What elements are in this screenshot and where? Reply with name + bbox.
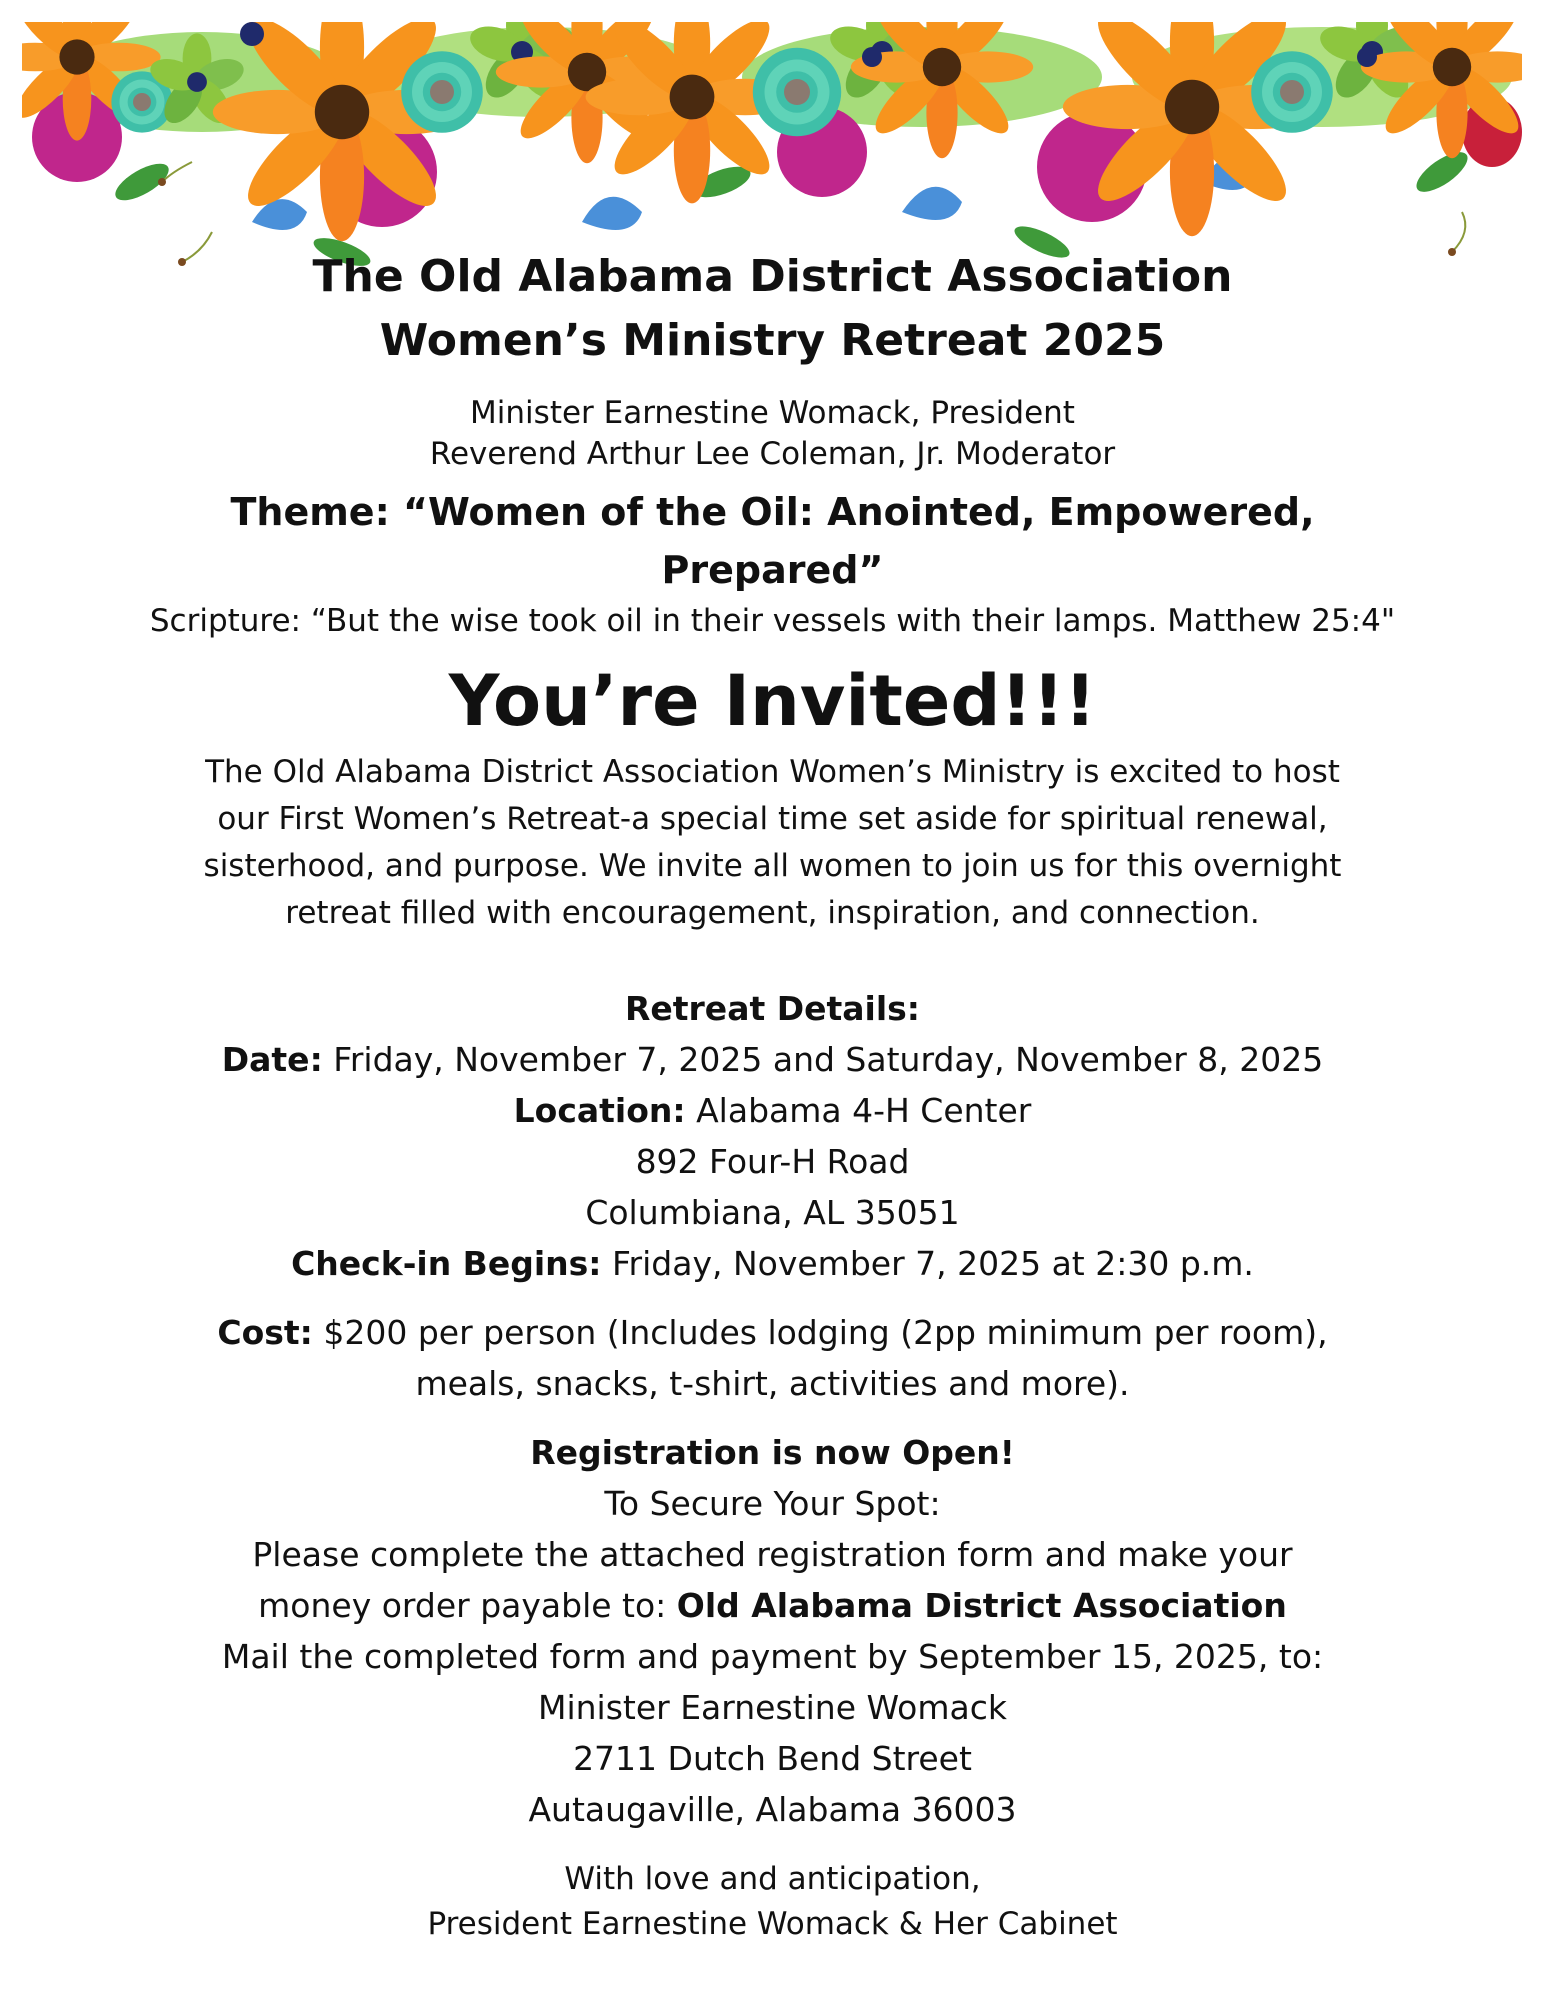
location-value: Alabama 4-H Center xyxy=(685,1091,1032,1130)
intro-line-4: retreat filled with encouragement, inspiration, and connection. xyxy=(285,895,1260,931)
date-line xyxy=(40,1034,1505,1085)
mail-name: Minister Earnestine Womack xyxy=(537,1688,1007,1727)
officers-block xyxy=(40,393,1505,475)
checkin-value: Friday, November 7, 2025 at 2:30 p.m. xyxy=(601,1244,1254,1283)
mail-city: Autaugaville, Alabama 36003 xyxy=(528,1790,1017,1829)
theme-block xyxy=(40,483,1505,599)
cost-label: Cost: xyxy=(217,1313,313,1352)
details-heading: Retreat Details: xyxy=(624,989,921,1028)
president-line: Minister Earnestine Womack, President xyxy=(470,395,1075,431)
intro-line-3: sisterhood, and purpose. We invite all women to join us for this overnight xyxy=(203,848,1342,884)
checkin-line xyxy=(40,1238,1505,1289)
location-line xyxy=(40,1085,1505,1136)
checkin-label: Check-in Begins: xyxy=(291,1244,602,1283)
association-title: The Old Alabama District Association xyxy=(312,251,1233,302)
cost-line-2: meals, snacks, t-shirt, activities and more). xyxy=(415,1364,1130,1403)
registration-subheading: To Secure Your Spot: xyxy=(604,1484,941,1523)
cost-line xyxy=(40,1307,1505,1358)
closing-line-1: With love and anticipation, xyxy=(564,1861,981,1897)
payee-name: Old Alabama District Association xyxy=(676,1586,1287,1625)
invite-heading: You’re Invited!!! xyxy=(448,660,1097,742)
retreat-details xyxy=(40,983,1505,1835)
registration-heading: Registration is now Open! xyxy=(530,1433,1015,1472)
closing-signature: President Earnestine Womack & Her Cabinet xyxy=(427,1906,1118,1942)
scripture-line: Scripture: “But the wise took oil in their vessels with their lamps. Matthew 25:4" xyxy=(149,603,1396,639)
intro-line-1: The Old Alabama District Association Women’s Ministry is excited to host xyxy=(205,754,1340,790)
cost-value: $200 per person (Includes lodging (2pp minimum per room), xyxy=(312,1313,1328,1352)
registration-line-1: Please complete the attached registration form and make your xyxy=(252,1535,1293,1574)
registration-line-2: money order payable to: Old Alabama District Association xyxy=(258,1586,1287,1625)
mail-street: 2711 Dutch Bend Street xyxy=(573,1739,972,1778)
theme-line-1: Theme: “Women of the Oil: Anointed, Empowered, xyxy=(230,490,1315,534)
location-label: Location: xyxy=(513,1091,686,1130)
date-label: Date: xyxy=(221,1040,323,1079)
moderator-line: Reverend Arthur Lee Coleman, Jr. Moderator xyxy=(429,436,1116,472)
theme-line-2: Prepared” xyxy=(661,548,884,592)
intro-paragraph xyxy=(40,749,1505,937)
floral-banner-image xyxy=(22,22,1522,272)
date-value: Friday, November 7, 2025 and Saturday, November 8, 2025 xyxy=(322,1040,1324,1079)
retreat-title: Women’s Ministry Retreat 2025 xyxy=(379,315,1166,366)
address-line-1: 892 Four-H Road xyxy=(635,1142,910,1181)
address-line-2: Columbiana, AL 35051 xyxy=(585,1193,960,1232)
intro-line-2: our First Women’s Retreat-a special time set aside for spiritual renewal, xyxy=(217,801,1328,837)
closing-block xyxy=(40,1857,1505,1947)
mail-line: Mail the completed form and payment by September 15, 2025, to: xyxy=(221,1637,1324,1676)
flyer-content xyxy=(40,245,1505,1947)
